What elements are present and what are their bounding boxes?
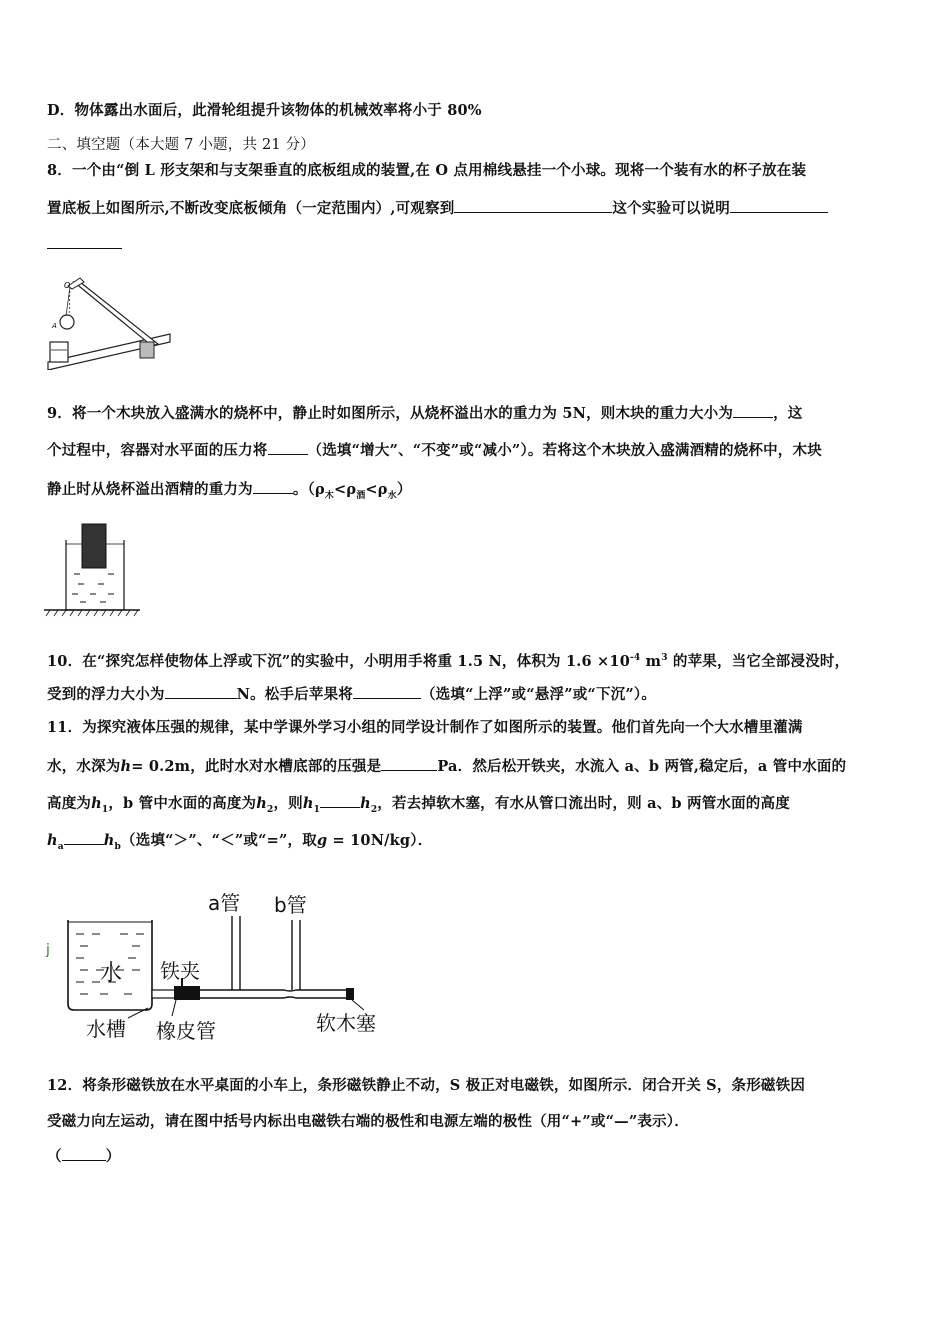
label-water: 水 [100,961,123,986]
q9-line-2: 个过程中，容器对水平面的压力将 （选填“增大”、“不变”或“减小”）。若将这个木块放入盛满酒精的烧杯中，木块 [47,442,822,459]
water-cup [50,342,68,362]
cork-leader-line [352,1000,364,1010]
figure-water-tank-tubes [44,886,404,1046]
section-title: 二、填空题（本大题 7 小题，共 21 分） [47,137,316,153]
rubber-leader-line [172,1000,176,1016]
margin-mark: j [46,942,50,958]
q11-line-1: 11．为探究液体压强的规律，某中学课外学习小组的同学设计制作了如图所示的装置。他们首先向一个大水槽里灌满 [47,719,803,736]
answer-blank[interactable] [454,198,612,213]
label-b-tube: b管 [274,893,307,917]
q9-line-3: 静止时从烧杯溢出酒精的重力为 。$(\rho_木<\rho_酒<\rho_水)$ [47,481,412,501]
answer-blank[interactable] [353,684,421,699]
option-d: D．物体露出水面后，此滑轮组提升该物体的机械效率将小于 80% [47,102,482,119]
rubber-tube [152,990,176,998]
wood-block [82,524,106,568]
answer-blank[interactable] [381,756,437,771]
table-hatching [46,610,138,616]
label-cork: 软木塞 [316,1011,376,1035]
q11-line-3: 高度为$h_1$，b 管中水面的高度为$h_2$，则$h_1$ $h_2$，若去掉软木塞，有水从管口流出时，则 a、b 两管水面的高度 [47,795,790,815]
glass-tube-top [200,990,348,991]
answer-blank[interactable] [62,1146,106,1161]
figure-tilted-board [44,276,174,370]
q8-line-1: 8．一个由“倒 L 形支架和与支架垂直的底板组成的装置,在 O 点用棉线悬挂一个小球。现将一个装有水的杯子放在装 [47,162,807,179]
q11-line-4: $h_a$ $h_b$（选填“＞”、“＜”或“=”，取g = 10N/kg）． [47,832,433,852]
q8-line-2: 置底板上如图所示,不断改变底板倾角（一定范围内）,可观察到 这个实验可以说明 [47,198,828,219]
q11-line-2: 水，水深为h= 0.2m，此时水对水槽底部的压强是 Pa．然后松开铁夹，水流入 a、b 两管,稳定后，a 管中水面的 [47,758,847,775]
label-tank: 水槽 [86,1017,126,1041]
answer-blank[interactable] [320,793,360,808]
answer-blank[interactable] [733,403,773,418]
water-dashes [72,574,114,602]
answer-blank[interactable] [730,198,828,213]
q9-line-1: 9．将一个木块放入盛满水的烧杯中，静止时如图所示，从烧杯溢出水的重力为 5N，则木块的重力大小为 ，这 [47,405,803,422]
q10-line-1: 10．在“探究怎样使物体上浮或下沉”的实验中，小明用手将重 1.5 N，体积为 $1.6 \times 10^{-4}$ $m^3$ 的苹果，当它全部浸没时， [47,652,850,670]
q12-line-2: 受磁力向左运动，请在图中括号内标出电磁铁右端的极性和电源左端的极性（用“+”或“—”表示）． [47,1113,689,1130]
figure-beaker-wood-block [44,522,144,618]
answer-blank[interactable] [253,479,293,494]
label-clamp: 铁夹 [160,959,200,983]
glass-tube-bottom [200,997,348,998]
answer-blank-continuation[interactable] [47,248,122,249]
ball [60,315,74,329]
label-a-tube: a管 [208,891,241,915]
support-block [140,342,154,358]
label-o: O [64,281,71,290]
answer-blank[interactable] [64,830,104,845]
cork-plug [346,988,354,1000]
support-post [74,282,158,346]
label-rubber-tube: 橡皮管 [156,1019,216,1043]
q12-line-1: 12．将条形磁铁放在水平桌面的小车上，条形磁铁静止不动，S 极正对电磁铁，如图所示．闭合开关 S，条形磁铁因 [47,1077,806,1094]
q10-line-2: 受到的浮力大小为 N。松手后苹果将 （选填“上浮”或“悬浮”或“下沉”）。 [47,686,657,703]
q12-line-3: （ ） [47,1148,121,1165]
answer-blank[interactable] [268,440,308,455]
answer-blank[interactable] [165,684,237,699]
label-a: A [52,322,57,330]
iron-clamp [174,986,200,1000]
